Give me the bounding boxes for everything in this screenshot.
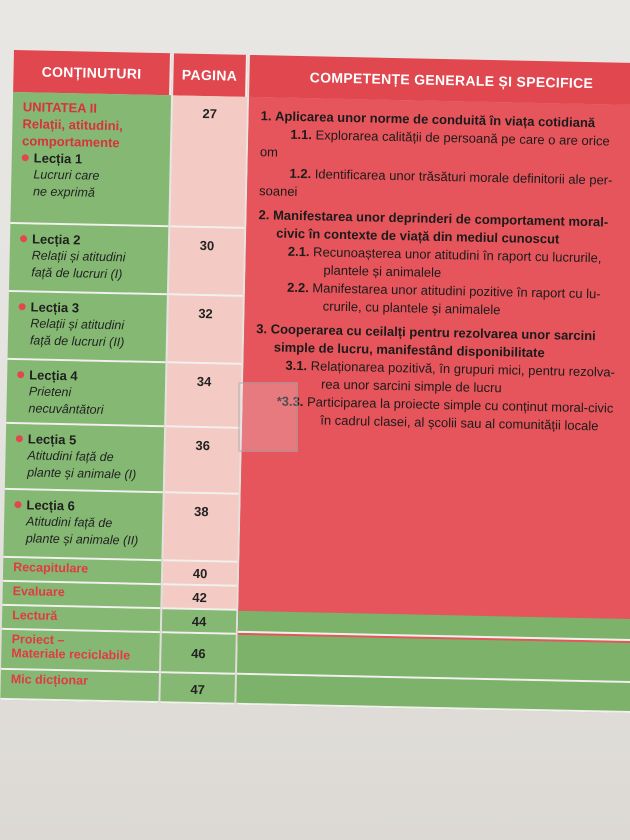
extra-label-2: Materiale reciclabile	[11, 646, 131, 663]
page-number: 36	[165, 427, 240, 495]
competence-1-1: 1.1. Explorarea calității de persoană pe care o are orice	[290, 126, 610, 149]
extra-label[interactable]: Lectură	[2, 606, 160, 633]
lesson-sub-1: Lucruri care	[33, 167, 100, 183]
watermark-stamp	[238, 382, 298, 452]
page-number: 46	[161, 633, 236, 675]
page-number: 38	[163, 493, 238, 563]
lesson-title[interactable]: Lecția 4	[17, 366, 157, 386]
unit-cell	[10, 92, 171, 227]
bullet-icon	[16, 435, 23, 442]
competence-3-cont: simple de lucru, manifestând disponibilitate	[273, 339, 545, 361]
page-number: 32	[167, 295, 242, 365]
header-contents: CONȚINUTURI	[13, 50, 172, 95]
lesson-sub-1: Relații și atitudini	[30, 316, 125, 333]
page-number: 47	[160, 673, 235, 705]
lesson-sub-2: față de lucruri (II)	[29, 333, 125, 350]
competence-3-1: 3.1. Relaționarea pozitivă, în grupuri mici, pentru rezolva-	[285, 357, 616, 380]
competence-3-1-cont: rea unor sarcini simple de lucru	[320, 376, 502, 396]
competence-2-1: 2.1. Recunoașterea unor atitudini în raport cu lucrurile,	[287, 243, 602, 266]
lesson-sub-1: Atitudini față de	[25, 514, 113, 531]
unit-title-2: comportamente	[21, 133, 120, 151]
bullet-icon	[17, 371, 24, 378]
lesson-title[interactable]: Lecția 5	[16, 430, 156, 450]
extra-cell[interactable]	[1, 630, 160, 673]
lesson-cell	[6, 360, 165, 427]
lesson-title[interactable]: Lecția 2	[20, 230, 160, 250]
competence-2-cont: civic în contexte de viață din mediul cunoscut	[276, 225, 560, 247]
header-page: PAGINA	[173, 53, 248, 97]
lesson-sub-1: Atitudini față de	[27, 448, 114, 465]
bullet-icon	[20, 235, 27, 242]
extra-label[interactable]: Evaluare	[2, 582, 160, 609]
lesson-cell	[3, 490, 162, 561]
unit-row	[10, 92, 630, 237]
bullet-icon	[19, 303, 26, 310]
competence-2: 2. Manifestarea unor deprinderi de comportament moral-	[258, 207, 609, 230]
lesson-title[interactable]: Lecția 3	[18, 298, 158, 318]
competence-2-1-cont: plantele și animalele	[323, 262, 442, 280]
lesson-cell	[5, 424, 164, 493]
page-number: 42	[162, 585, 236, 611]
competence-3-3-cont: în cadrul clasei, al școlii sau al comunității locale	[320, 412, 599, 434]
lesson-sub-2: ne exprimă	[32, 184, 96, 200]
extra-label[interactable]: Mic dicționar	[0, 670, 159, 703]
competence-3-3: *3.3. Participarea la proiecte simple cu conținut moral-civic	[276, 393, 614, 416]
lesson-sub-2: față de lucruri (I)	[31, 265, 123, 282]
lesson-sub-1: Relații și atitudini	[31, 248, 126, 265]
lesson-sub-2: necuvântători	[28, 401, 104, 417]
competence-3: 3. Cooperarea cu ceilalți pentru rezolvarea unor sarcini	[256, 321, 596, 344]
unit-label: UNITATEA II	[22, 99, 98, 116]
bullet-icon	[14, 501, 21, 508]
contents-table	[0, 50, 630, 743]
extra-label: Proiect –	[11, 632, 65, 648]
page-number: 40	[163, 561, 237, 587]
lesson-sub-1: Prieteni	[28, 384, 72, 400]
lesson-cell	[8, 292, 167, 363]
unit-title-1: Relații, atitudini,	[22, 116, 123, 134]
page-number: 27	[170, 95, 247, 229]
competence-2-2: 2.2. Manifestarea unor atitudini pozitive în raport cu lu-	[286, 279, 601, 302]
competence-1-2-cont: soanei	[258, 183, 298, 199]
competence-1: 1. Aplicarea unor norme de conduită în viața cotidiană	[260, 108, 596, 131]
page-number: 44	[162, 609, 236, 635]
header-competences: COMPETENȚE GENERALE ȘI SPECIFICE	[249, 55, 630, 105]
page-number: 34	[166, 363, 241, 429]
bullet-icon	[22, 154, 29, 161]
competence-1-2: 1.2. Identificarea unor trăsături morale definitorii ale per-	[289, 165, 613, 188]
extra-label[interactable]: Recapitulare	[3, 558, 161, 585]
page-number: 30	[169, 227, 244, 297]
lesson-sub-2: plante și animale (I)	[27, 465, 137, 482]
lesson-title[interactable]: Lecția 6	[14, 496, 154, 516]
competence-2-2-cont: crurile, cu plantele și animalele	[322, 298, 501, 318]
lesson-title[interactable]: Lecția 1	[22, 149, 162, 169]
lesson-sub-2: plante și animale (II)	[25, 531, 139, 548]
lesson-cell	[9, 224, 168, 295]
competence-1-1-cont: om	[259, 144, 279, 160]
